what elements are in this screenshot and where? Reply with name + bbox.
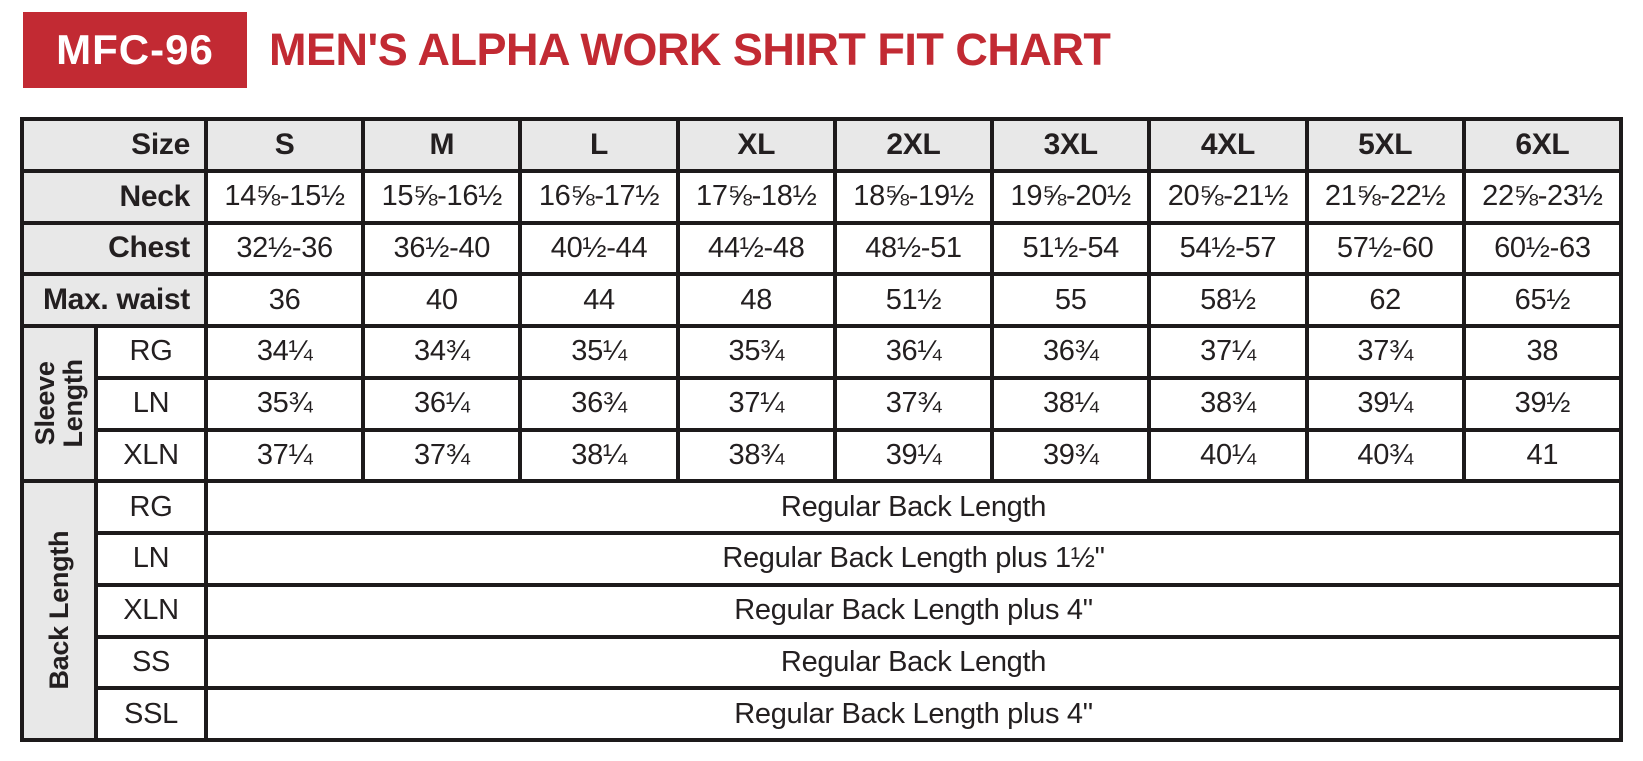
back-sublabel-xln: XLN <box>98 587 204 635</box>
neck-value: 15⅝-16½ <box>365 173 518 221</box>
back-ss-description: Regular Back Length <box>208 639 1619 687</box>
back-sublabel-rg: RG <box>98 483 204 531</box>
row-label-max-waist: Max. waist <box>24 276 204 324</box>
sleeve-ln-value: 35¾ <box>208 380 361 428</box>
neck-value: 20⅝-21½ <box>1151 173 1304 221</box>
max-waist-value: 40 <box>365 276 518 324</box>
sleeve-ln-value: 39¼ <box>1309 380 1462 428</box>
product-code-badge: MFC-96 <box>23 12 247 88</box>
max-waist-value: 48 <box>680 276 833 324</box>
max-waist-value: 65½ <box>1466 276 1619 324</box>
sleeve-rg-value: 36¼ <box>837 328 990 376</box>
sleeve-xln-value: 40¼ <box>1151 432 1304 480</box>
max-waist-value: 58½ <box>1151 276 1304 324</box>
sleeve-xln-value: 37¾ <box>365 432 518 480</box>
sleeve-ln-value: 37¼ <box>680 380 833 428</box>
sleeve-xln-value: 38¼ <box>522 432 675 480</box>
neck-value: 18⅝-19½ <box>837 173 990 221</box>
group-label-back-text: Back Length <box>43 531 74 690</box>
group-label-sleeve-length <box>24 328 94 479</box>
chest-value: 51½-54 <box>994 225 1147 273</box>
size-col-header-2xl: 2XL <box>837 121 990 169</box>
max-waist-value: 36 <box>208 276 361 324</box>
chest-value: 54½-57 <box>1151 225 1304 273</box>
max-waist-value: 51½ <box>837 276 990 324</box>
group-label-sleeve-line2: Length <box>58 359 88 448</box>
size-col-header-s: S <box>208 121 361 169</box>
chest-value: 48½-51 <box>837 225 990 273</box>
sleeve-ln-value: 38¾ <box>1151 380 1304 428</box>
size-col-header-m: M <box>365 121 518 169</box>
size-col-header-5xl: 5XL <box>1309 121 1462 169</box>
back-sublabel-ss: SS <box>98 639 204 687</box>
chest-value: 60½-63 <box>1466 225 1619 273</box>
sleeve-rg-value: 37¾ <box>1309 328 1462 376</box>
masthead <box>23 12 1110 88</box>
sleeve-xln-value: 40¾ <box>1309 432 1462 480</box>
neck-value: 22⅝-23½ <box>1466 173 1619 221</box>
row-label-chest: Chest <box>24 225 204 273</box>
sleeve-ln-value: 37¾ <box>837 380 990 428</box>
sleeve-rg-value: 35¾ <box>680 328 833 376</box>
row-label-neck: Neck <box>24 173 204 221</box>
max-waist-value: 62 <box>1309 276 1462 324</box>
chest-value: 40½-44 <box>522 225 675 273</box>
back-sublabel-ln: LN <box>98 535 204 583</box>
back-sublabel-ssl: SSL <box>98 690 204 738</box>
sleeve-xln-value: 37¼ <box>208 432 361 480</box>
sleeve-rg-value: 35¼ <box>522 328 675 376</box>
size-corner-label: Size <box>24 121 204 169</box>
sleeve-ln-value: 39½ <box>1466 380 1619 428</box>
sleeve-xln-value: 39¼ <box>837 432 990 480</box>
fit-chart-table <box>20 117 1623 742</box>
sleeve-rg-value: 34¼ <box>208 328 361 376</box>
size-col-header-3xl: 3XL <box>994 121 1147 169</box>
neck-value: 19⅝-20½ <box>994 173 1147 221</box>
sleeve-ln-value: 36¼ <box>365 380 518 428</box>
size-col-header-6xl: 6XL <box>1466 121 1619 169</box>
max-waist-value: 44 <box>522 276 675 324</box>
neck-value: 14⅝-15½ <box>208 173 361 221</box>
back-xln-description: Regular Back Length plus 4" <box>208 587 1619 635</box>
sleeve-sublabel-xln: XLN <box>98 432 204 480</box>
sleeve-rg-value: 38 <box>1466 328 1619 376</box>
size-col-header-l: L <box>522 121 675 169</box>
group-label-back-length <box>24 483 94 738</box>
neck-value: 17⅝-18½ <box>680 173 833 221</box>
sleeve-ln-value: 36¾ <box>522 380 675 428</box>
chest-value: 44½-48 <box>680 225 833 273</box>
sleeve-rg-value: 37¼ <box>1151 328 1304 376</box>
back-rg-description: Regular Back Length <box>208 483 1619 531</box>
sleeve-sublabel-rg: RG <box>98 328 204 376</box>
page-title: MEN'S ALPHA WORK SHIRT FIT CHART <box>269 24 1111 75</box>
back-ln-description: Regular Back Length plus 1½" <box>208 535 1619 583</box>
neck-value: 21⅝-22½ <box>1309 173 1462 221</box>
size-col-header-4xl: 4XL <box>1151 121 1304 169</box>
chest-value: 32½-36 <box>208 225 361 273</box>
sleeve-xln-value: 41 <box>1466 432 1619 480</box>
chest-value: 36½-40 <box>365 225 518 273</box>
neck-value: 16⅝-17½ <box>522 173 675 221</box>
group-label-sleeve-line1: Sleeve <box>29 361 60 446</box>
chest-value: 57½-60 <box>1309 225 1462 273</box>
sleeve-rg-value: 34¾ <box>365 328 518 376</box>
max-waist-value: 55 <box>994 276 1147 324</box>
sleeve-rg-value: 36¾ <box>994 328 1147 376</box>
sleeve-xln-value: 38¾ <box>680 432 833 480</box>
size-col-header-xl: XL <box>680 121 833 169</box>
back-ssl-description: Regular Back Length plus 4" <box>208 690 1619 738</box>
sleeve-xln-value: 39¾ <box>994 432 1147 480</box>
sleeve-sublabel-ln: LN <box>98 380 204 428</box>
sleeve-ln-value: 38¼ <box>994 380 1147 428</box>
